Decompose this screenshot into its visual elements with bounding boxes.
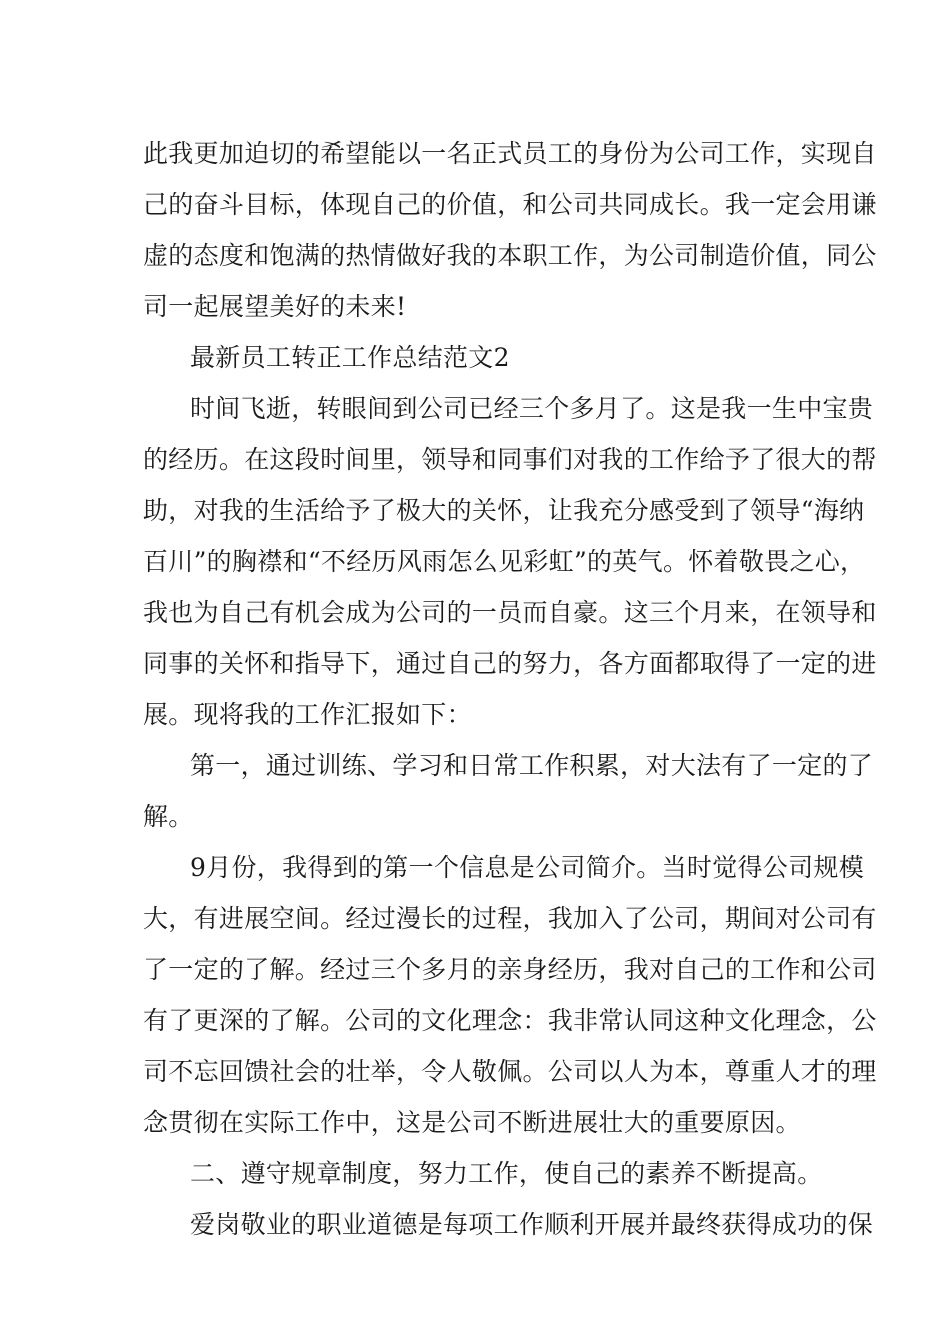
text-line: 虚的态度和饱满的热情做好我的本职工作，为公司制造价值，同公 [143, 241, 877, 270]
text-line: 爱岗敬业的职业道德是每项工作顺利开展并最终获得成功的保 [190, 1210, 874, 1239]
text-line: 的经历。在这段时间里，领导和同事们对我的工作给予了很大的帮 [143, 445, 877, 474]
text-line: 了一定的了解。经过三个多月的亲身经历，我对自己的工作和公司 [143, 955, 877, 984]
text-line: 二、遵守规章制度，努力工作，使自己的素养不断提高。 [190, 1159, 823, 1188]
text-line: 时间飞逝，转眼间到公司已经三个多月了。这是我一生中宝贵 [190, 394, 874, 423]
text-line: 解。 [143, 802, 194, 831]
text-line: 展。现将我的工作汇报如下： [143, 700, 472, 729]
text-line: 第一，通过训练、学习和日常工作积累，对大法有了一定的了 [190, 751, 874, 780]
text-line: 此我更加迫切的希望能以一名正式员工的身份为公司工作，实现自 [143, 139, 877, 168]
text-line: 司一起展望美好的未来! [143, 292, 407, 321]
text-line: 百川”的胸襟和“不经历风雨怎么见彩虹”的英气。怀着敬畏之心， [143, 547, 866, 576]
text-line: 己的奋斗目标，体现自己的价值，和公司共同成长。我一定会用谦 [143, 190, 877, 219]
section-heading: 最新员工转正工作总结范文2 [190, 343, 510, 372]
text-line: 念贯彻在实际工作中，这是公司不断进展壮大的重要原因。 [143, 1108, 801, 1137]
text-line: 大，有进展空间。经过漫长的过程，我加入了公司，期间对公司有 [143, 904, 877, 933]
document-body [143, 128, 877, 1250]
text-line: 我也为自己有机会成为公司的一员而自豪。这三个月来，在领导和 [143, 598, 877, 627]
text-line: 有了更深的了解。公司的文化理念：我非常认同这种文化理念，公 [143, 1006, 877, 1035]
text-line: 9月份，我得到的第一个信息是公司简介。当时觉得公司规模 [190, 853, 865, 882]
text-line: 助，对我的生活给予了极大的关怀，让我充分感受到了领导“海纳 [143, 496, 865, 525]
text-line: 司不忘回馈社会的壮举，令人敬佩。公司以人为本，尊重人才的理 [143, 1057, 877, 1086]
text-line: 同事的关怀和指导下，通过自己的努力，各方面都取得了一定的进 [143, 649, 877, 678]
